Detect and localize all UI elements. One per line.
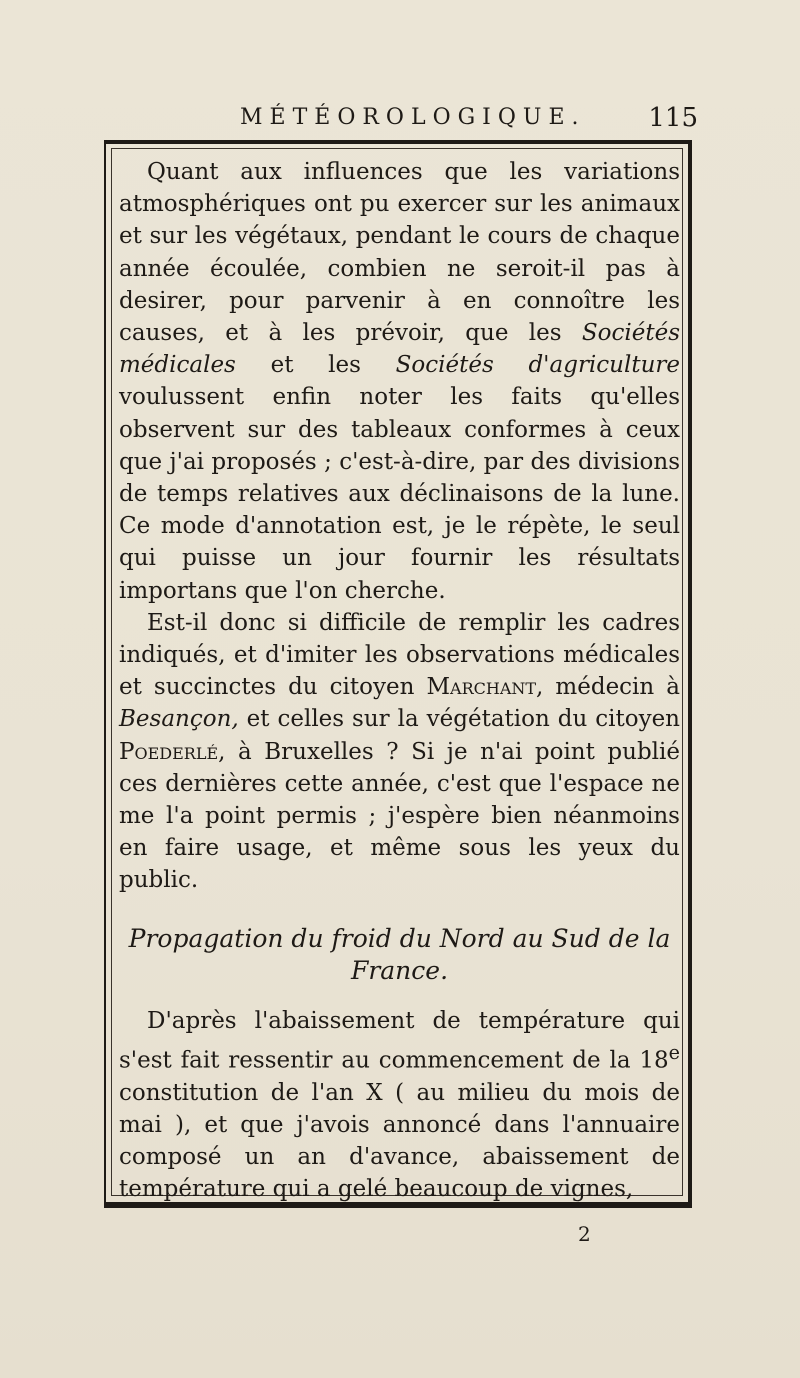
paragraph-2: Est-il donc si difficile de remplir les cadres indiqués, et d'imiter les observations médicales et succinctes du citoyen Marchant, médecin à Besançon, et celles sur la végétation du citoyen Poederlé, à Bruxelles ? Si je n'ai point publié ces dernières cette année, c'est que l'espace ne me l'a point permis ; j'espère bien néanmoins en faire usage, et même sous les yeux du public.	[119, 609, 680, 894]
emphasis-societes-agriculture: Sociétés d'agriculture	[395, 352, 681, 379]
place-besancon: Besançon,	[119, 706, 239, 733]
page-number: 115	[648, 103, 698, 133]
text-frame	[104, 140, 692, 1208]
section-heading: Propagation du froid du Nord au Sud de la France.	[128, 923, 671, 985]
signature-mark: 2	[578, 1222, 591, 1246]
name-poederle: Poederlé	[119, 738, 219, 765]
body-text	[119, 156, 680, 1206]
superscript-e: e	[668, 1040, 680, 1064]
running-head	[100, 98, 700, 138]
emphasis-societes-medicales: Sociétés médicales	[119, 320, 680, 379]
paragraph-3: D'après l'abaissement de température qui s'est fait ressentir au commencement de la 18e constitution de l'an X ( au milieu du mois de mai ), et que j'avois annoncé dans l'annuaire composé un an d'avance, abaissement de température qui a gelé beaucoup de vignes,	[119, 1007, 680, 1203]
paragraph-1: Quant aux influences que les variations atmosphériques ont pu exercer sur les animaux et sur les végétaux, pendant le cours de chaque année écoulée, combien ne seroit-il pas à desirer, pour parvenir à en connoître les causes, et à les prévoir, que les Sociétés médicales et les Sociétés d'agriculture voulussent enfin noter les faits qu'elles observent sur des tableaux conformes à ceux que j'ai proposés ; c'est-à-dire, par des divisions de temps relatives aux déclinaisons de la lune. Ce mode d'annotation est, je le répète, le seul qui puisse un jour fournir les résultats importans que l'on cherche.	[119, 159, 681, 604]
running-title: MÉTÉOROLOGIQUE.	[240, 105, 586, 130]
name-marchant: Marchant	[426, 674, 537, 701]
